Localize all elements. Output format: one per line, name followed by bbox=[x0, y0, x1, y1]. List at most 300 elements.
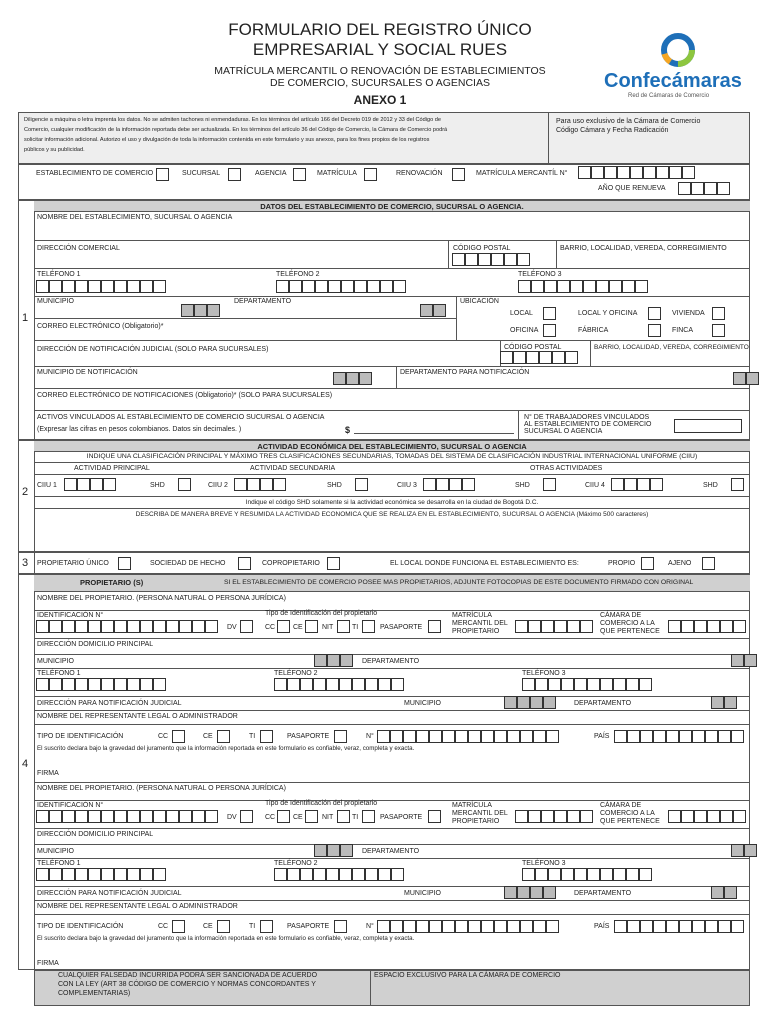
checkbox-matricula[interactable] bbox=[364, 168, 377, 181]
input-box[interactable] bbox=[127, 868, 140, 881]
input-box[interactable] bbox=[681, 810, 694, 823]
input-box[interactable] bbox=[49, 678, 62, 691]
input-box[interactable] bbox=[478, 253, 491, 266]
input-box[interactable] bbox=[326, 678, 339, 691]
checkbox-local[interactable] bbox=[543, 307, 556, 320]
input-box[interactable] bbox=[504, 696, 517, 709]
input-box[interactable] bbox=[365, 868, 378, 881]
input-box[interactable] bbox=[346, 372, 359, 385]
input-box[interactable] bbox=[504, 886, 517, 899]
input-box[interactable] bbox=[423, 478, 436, 491]
input-box[interactable] bbox=[694, 620, 707, 633]
input-box[interactable] bbox=[692, 730, 705, 743]
input-box[interactable] bbox=[314, 844, 327, 857]
input-box[interactable] bbox=[609, 280, 622, 293]
input-box[interactable] bbox=[449, 478, 462, 491]
input-box[interactable] bbox=[114, 678, 127, 691]
input-box[interactable] bbox=[305, 810, 318, 823]
input-box[interactable] bbox=[574, 868, 587, 881]
input-box[interactable] bbox=[49, 810, 62, 823]
input-box[interactable] bbox=[36, 280, 49, 293]
input-box[interactable] bbox=[300, 868, 313, 881]
input-box[interactable] bbox=[705, 730, 718, 743]
input-box[interactable] bbox=[88, 678, 101, 691]
input-box[interactable] bbox=[500, 351, 513, 364]
input-box[interactable] bbox=[340, 844, 353, 857]
input-box[interactable] bbox=[77, 478, 90, 491]
input-box[interactable] bbox=[707, 620, 720, 633]
input-box[interactable] bbox=[362, 810, 375, 823]
input-box[interactable] bbox=[153, 678, 166, 691]
input-box[interactable] bbox=[393, 280, 406, 293]
input-box[interactable] bbox=[452, 253, 465, 266]
input-box[interactable] bbox=[548, 678, 561, 691]
input-box[interactable] bbox=[274, 678, 287, 691]
input-box[interactable] bbox=[718, 730, 731, 743]
input-box[interactable] bbox=[694, 810, 707, 823]
input-box[interactable] bbox=[101, 868, 114, 881]
input-box[interactable] bbox=[442, 730, 455, 743]
input-box[interactable] bbox=[724, 886, 737, 899]
input-box[interactable] bbox=[711, 886, 724, 899]
checkbox-propio[interactable] bbox=[641, 557, 654, 570]
input-box[interactable] bbox=[391, 868, 404, 881]
input-box[interactable] bbox=[90, 478, 103, 491]
input-box[interactable] bbox=[377, 730, 390, 743]
input-box[interactable] bbox=[666, 730, 679, 743]
input-box[interactable] bbox=[153, 868, 166, 881]
input-box[interactable] bbox=[639, 868, 652, 881]
input-box[interactable] bbox=[692, 920, 705, 933]
input-box[interactable] bbox=[518, 280, 531, 293]
input-box[interactable] bbox=[707, 810, 720, 823]
input-box[interactable] bbox=[326, 868, 339, 881]
input-box[interactable] bbox=[428, 620, 441, 633]
input-box[interactable] bbox=[355, 478, 368, 491]
input-box[interactable] bbox=[494, 730, 507, 743]
input-box[interactable] bbox=[75, 678, 88, 691]
input-box[interactable] bbox=[614, 920, 627, 933]
input-box[interactable] bbox=[153, 810, 166, 823]
input-box[interactable] bbox=[731, 920, 744, 933]
input-box[interactable] bbox=[681, 620, 694, 633]
input-box[interactable] bbox=[101, 810, 114, 823]
input-box[interactable] bbox=[127, 620, 140, 633]
input-box[interactable] bbox=[587, 868, 600, 881]
input-box[interactable] bbox=[720, 810, 733, 823]
input-box[interactable] bbox=[711, 696, 724, 709]
input-box[interactable] bbox=[617, 166, 630, 179]
input-box[interactable] bbox=[600, 678, 613, 691]
input-box[interactable] bbox=[88, 868, 101, 881]
input-box[interactable] bbox=[354, 280, 367, 293]
input-box[interactable] bbox=[313, 868, 326, 881]
input-box[interactable] bbox=[260, 730, 273, 743]
input-box[interactable] bbox=[49, 868, 62, 881]
input-box[interactable] bbox=[333, 372, 346, 385]
input-box[interactable] bbox=[626, 678, 639, 691]
input-box[interactable] bbox=[535, 868, 548, 881]
input-box[interactable] bbox=[101, 678, 114, 691]
input-box[interactable] bbox=[691, 182, 704, 195]
input-box[interactable] bbox=[377, 920, 390, 933]
input-box[interactable] bbox=[352, 868, 365, 881]
input-box[interactable] bbox=[359, 372, 372, 385]
input-box[interactable] bbox=[733, 372, 746, 385]
input-box[interactable] bbox=[103, 478, 116, 491]
input-box[interactable] bbox=[429, 730, 442, 743]
input-box[interactable] bbox=[468, 730, 481, 743]
input-box[interactable] bbox=[640, 920, 653, 933]
input-box[interactable] bbox=[276, 280, 289, 293]
input-box[interactable] bbox=[49, 280, 62, 293]
input-box[interactable] bbox=[517, 696, 530, 709]
input-box[interactable] bbox=[234, 478, 247, 491]
input-box[interactable] bbox=[101, 280, 114, 293]
input-box[interactable] bbox=[570, 280, 583, 293]
input-box[interactable] bbox=[507, 920, 520, 933]
activos-input[interactable] bbox=[354, 433, 514, 434]
input-box[interactable] bbox=[596, 280, 609, 293]
input-box[interactable] bbox=[327, 844, 340, 857]
input-box[interactable] bbox=[533, 920, 546, 933]
input-box[interactable] bbox=[416, 730, 429, 743]
input-box[interactable] bbox=[62, 280, 75, 293]
input-box[interactable] bbox=[287, 868, 300, 881]
input-box[interactable] bbox=[653, 730, 666, 743]
input-box[interactable] bbox=[88, 810, 101, 823]
input-box[interactable] bbox=[531, 280, 544, 293]
input-box[interactable] bbox=[75, 280, 88, 293]
trabajadores-input[interactable] bbox=[674, 419, 742, 433]
input-box[interactable] bbox=[561, 868, 574, 881]
input-box[interactable] bbox=[140, 868, 153, 881]
input-box[interactable] bbox=[624, 478, 637, 491]
input-box[interactable] bbox=[567, 810, 580, 823]
input-box[interactable] bbox=[515, 620, 528, 633]
input-box[interactable] bbox=[114, 280, 127, 293]
input-box[interactable] bbox=[611, 478, 624, 491]
input-box[interactable] bbox=[574, 678, 587, 691]
input-box[interactable] bbox=[455, 920, 468, 933]
input-box[interactable] bbox=[520, 920, 533, 933]
input-box[interactable] bbox=[341, 280, 354, 293]
input-box[interactable] bbox=[544, 280, 557, 293]
input-box[interactable] bbox=[114, 620, 127, 633]
input-box[interactable] bbox=[543, 478, 556, 491]
input-box[interactable] bbox=[403, 730, 416, 743]
input-box[interactable] bbox=[62, 868, 75, 881]
input-box[interactable] bbox=[62, 678, 75, 691]
checkbox-vivienda[interactable] bbox=[712, 307, 725, 320]
input-box[interactable] bbox=[433, 304, 446, 317]
checkbox-fabrica[interactable] bbox=[648, 324, 661, 337]
input-box[interactable] bbox=[546, 730, 559, 743]
input-box[interactable] bbox=[731, 654, 744, 667]
input-box[interactable] bbox=[656, 166, 669, 179]
input-box[interactable] bbox=[717, 182, 730, 195]
input-box[interactable] bbox=[378, 678, 391, 691]
input-box[interactable] bbox=[140, 620, 153, 633]
input-box[interactable] bbox=[127, 810, 140, 823]
input-box[interactable] bbox=[302, 280, 315, 293]
input-box[interactable] bbox=[178, 478, 191, 491]
input-box[interactable] bbox=[172, 730, 185, 743]
input-box[interactable] bbox=[627, 920, 640, 933]
input-box[interactable] bbox=[465, 253, 478, 266]
input-box[interactable] bbox=[491, 253, 504, 266]
input-box[interactable] bbox=[528, 810, 541, 823]
checkbox-renovacion[interactable] bbox=[452, 168, 465, 181]
input-box[interactable] bbox=[194, 304, 207, 317]
input-box[interactable] bbox=[639, 678, 652, 691]
input-box[interactable] bbox=[541, 810, 554, 823]
input-box[interactable] bbox=[140, 810, 153, 823]
input-box[interactable] bbox=[339, 868, 352, 881]
input-box[interactable] bbox=[539, 351, 552, 364]
input-box[interactable] bbox=[513, 351, 526, 364]
input-box[interactable] bbox=[88, 280, 101, 293]
input-box[interactable] bbox=[390, 920, 403, 933]
input-box[interactable] bbox=[679, 730, 692, 743]
input-box[interactable] bbox=[733, 810, 746, 823]
input-box[interactable] bbox=[181, 304, 194, 317]
input-box[interactable] bbox=[613, 868, 626, 881]
input-box[interactable] bbox=[260, 478, 273, 491]
input-box[interactable] bbox=[166, 620, 179, 633]
input-box[interactable] bbox=[600, 868, 613, 881]
input-box[interactable] bbox=[580, 810, 593, 823]
input-box[interactable] bbox=[140, 280, 153, 293]
input-box[interactable] bbox=[305, 620, 318, 633]
input-box[interactable] bbox=[378, 868, 391, 881]
input-box[interactable] bbox=[653, 920, 666, 933]
input-box[interactable] bbox=[62, 810, 75, 823]
input-box[interactable] bbox=[153, 620, 166, 633]
input-box[interactable] bbox=[543, 886, 556, 899]
input-box[interactable] bbox=[340, 654, 353, 667]
input-box[interactable] bbox=[277, 620, 290, 633]
input-box[interactable] bbox=[315, 280, 328, 293]
input-box[interactable] bbox=[314, 654, 327, 667]
input-box[interactable] bbox=[650, 478, 663, 491]
input-box[interactable] bbox=[192, 620, 205, 633]
input-box[interactable] bbox=[622, 280, 635, 293]
input-box[interactable] bbox=[635, 280, 648, 293]
input-box[interactable] bbox=[428, 810, 441, 823]
input-box[interactable] bbox=[522, 868, 535, 881]
input-box[interactable] bbox=[533, 730, 546, 743]
input-box[interactable] bbox=[127, 678, 140, 691]
checkbox-agencia[interactable] bbox=[293, 168, 306, 181]
input-box[interactable] bbox=[526, 351, 539, 364]
input-box[interactable] bbox=[561, 678, 574, 691]
input-box[interactable] bbox=[746, 372, 759, 385]
input-box[interactable] bbox=[442, 920, 455, 933]
input-box[interactable] bbox=[494, 920, 507, 933]
input-box[interactable] bbox=[554, 810, 567, 823]
input-box[interactable] bbox=[744, 844, 757, 857]
input-box[interactable] bbox=[337, 620, 350, 633]
input-box[interactable] bbox=[630, 166, 643, 179]
input-box[interactable] bbox=[75, 868, 88, 881]
input-box[interactable] bbox=[669, 166, 682, 179]
input-box[interactable] bbox=[205, 810, 218, 823]
input-box[interactable] bbox=[420, 304, 433, 317]
input-box[interactable] bbox=[557, 280, 570, 293]
input-box[interactable] bbox=[731, 730, 744, 743]
input-box[interactable] bbox=[679, 920, 692, 933]
input-box[interactable] bbox=[300, 678, 313, 691]
input-box[interactable] bbox=[455, 730, 468, 743]
input-box[interactable] bbox=[504, 253, 517, 266]
input-box[interactable] bbox=[88, 620, 101, 633]
input-box[interactable] bbox=[64, 478, 77, 491]
input-box[interactable] bbox=[543, 696, 556, 709]
input-box[interactable] bbox=[468, 920, 481, 933]
input-box[interactable] bbox=[565, 351, 578, 364]
input-box[interactable] bbox=[530, 886, 543, 899]
input-box[interactable] bbox=[578, 166, 591, 179]
input-box[interactable] bbox=[705, 920, 718, 933]
input-box[interactable] bbox=[718, 920, 731, 933]
input-box[interactable] bbox=[515, 810, 528, 823]
input-box[interactable] bbox=[390, 730, 403, 743]
checkbox-sociedad-hecho[interactable] bbox=[238, 557, 251, 570]
input-box[interactable] bbox=[247, 478, 260, 491]
input-box[interactable] bbox=[337, 810, 350, 823]
input-box[interactable] bbox=[704, 182, 717, 195]
input-box[interactable] bbox=[587, 678, 600, 691]
input-box[interactable] bbox=[528, 620, 541, 633]
input-box[interactable] bbox=[127, 280, 140, 293]
input-box[interactable] bbox=[517, 886, 530, 899]
input-box[interactable] bbox=[334, 730, 347, 743]
input-box[interactable] bbox=[339, 678, 352, 691]
input-box[interactable] bbox=[327, 654, 340, 667]
input-box[interactable] bbox=[273, 478, 286, 491]
input-box[interactable] bbox=[179, 620, 192, 633]
checkbox-sucursal[interactable] bbox=[228, 168, 241, 181]
input-box[interactable] bbox=[207, 304, 220, 317]
input-box[interactable] bbox=[643, 166, 656, 179]
input-box[interactable] bbox=[172, 920, 185, 933]
input-box[interactable] bbox=[36, 810, 49, 823]
input-box[interactable] bbox=[682, 166, 695, 179]
input-box[interactable] bbox=[724, 696, 737, 709]
input-box[interactable] bbox=[75, 810, 88, 823]
input-box[interactable] bbox=[313, 678, 326, 691]
input-box[interactable] bbox=[552, 351, 565, 364]
input-box[interactable] bbox=[604, 166, 617, 179]
input-box[interactable] bbox=[101, 620, 114, 633]
input-box[interactable] bbox=[334, 920, 347, 933]
input-box[interactable] bbox=[567, 620, 580, 633]
input-box[interactable] bbox=[530, 696, 543, 709]
input-box[interactable] bbox=[580, 620, 593, 633]
input-box[interactable] bbox=[520, 730, 533, 743]
input-box[interactable] bbox=[436, 478, 449, 491]
input-box[interactable] bbox=[668, 810, 681, 823]
input-box[interactable] bbox=[614, 730, 627, 743]
input-box[interactable] bbox=[731, 844, 744, 857]
input-box[interactable] bbox=[217, 920, 230, 933]
input-box[interactable] bbox=[153, 280, 166, 293]
checkbox-estab[interactable] bbox=[156, 168, 169, 181]
input-box[interactable] bbox=[416, 920, 429, 933]
input-box[interactable] bbox=[522, 678, 535, 691]
input-box[interactable] bbox=[36, 868, 49, 881]
input-box[interactable] bbox=[429, 920, 442, 933]
input-box[interactable] bbox=[362, 620, 375, 633]
input-box[interactable] bbox=[49, 620, 62, 633]
input-box[interactable] bbox=[535, 678, 548, 691]
checkbox-oficina[interactable] bbox=[543, 324, 556, 337]
input-box[interactable] bbox=[554, 620, 567, 633]
input-box[interactable] bbox=[391, 678, 404, 691]
input-box[interactable] bbox=[328, 280, 341, 293]
input-box[interactable] bbox=[548, 868, 561, 881]
input-box[interactable] bbox=[240, 810, 253, 823]
checkbox-local-oficina[interactable] bbox=[648, 307, 661, 320]
input-box[interactable] bbox=[591, 166, 604, 179]
input-box[interactable] bbox=[668, 620, 681, 633]
input-box[interactable] bbox=[352, 678, 365, 691]
input-box[interactable] bbox=[287, 678, 300, 691]
input-box[interactable] bbox=[114, 868, 127, 881]
checkbox-ajeno[interactable] bbox=[702, 557, 715, 570]
input-box[interactable] bbox=[365, 678, 378, 691]
checkbox-propietario-unico[interactable] bbox=[118, 557, 131, 570]
input-box[interactable] bbox=[166, 810, 179, 823]
input-box[interactable] bbox=[179, 810, 192, 823]
input-box[interactable] bbox=[277, 810, 290, 823]
input-box[interactable] bbox=[140, 678, 153, 691]
input-box[interactable] bbox=[192, 810, 205, 823]
input-box[interactable] bbox=[205, 620, 218, 633]
input-box[interactable] bbox=[720, 620, 733, 633]
input-box[interactable] bbox=[114, 810, 127, 823]
input-box[interactable] bbox=[289, 280, 302, 293]
input-box[interactable] bbox=[666, 920, 679, 933]
input-box[interactable] bbox=[733, 620, 746, 633]
input-box[interactable] bbox=[637, 478, 650, 491]
checkbox-finca[interactable] bbox=[712, 324, 725, 337]
input-box[interactable] bbox=[481, 730, 494, 743]
input-box[interactable] bbox=[613, 678, 626, 691]
input-box[interactable] bbox=[627, 730, 640, 743]
input-box[interactable] bbox=[481, 920, 494, 933]
input-box[interactable] bbox=[274, 868, 287, 881]
input-box[interactable] bbox=[380, 280, 393, 293]
input-box[interactable] bbox=[260, 920, 273, 933]
input-box[interactable] bbox=[731, 478, 744, 491]
input-box[interactable] bbox=[626, 868, 639, 881]
input-box[interactable] bbox=[517, 253, 530, 266]
input-box[interactable] bbox=[62, 620, 75, 633]
input-box[interactable] bbox=[583, 280, 596, 293]
input-box[interactable] bbox=[507, 730, 520, 743]
input-box[interactable] bbox=[541, 620, 554, 633]
input-box[interactable] bbox=[678, 182, 691, 195]
input-box[interactable] bbox=[75, 620, 88, 633]
input-box[interactable] bbox=[462, 478, 475, 491]
input-box[interactable] bbox=[744, 654, 757, 667]
input-box[interactable] bbox=[546, 920, 559, 933]
input-box[interactable] bbox=[36, 678, 49, 691]
input-box[interactable] bbox=[403, 920, 416, 933]
input-box[interactable] bbox=[367, 280, 380, 293]
